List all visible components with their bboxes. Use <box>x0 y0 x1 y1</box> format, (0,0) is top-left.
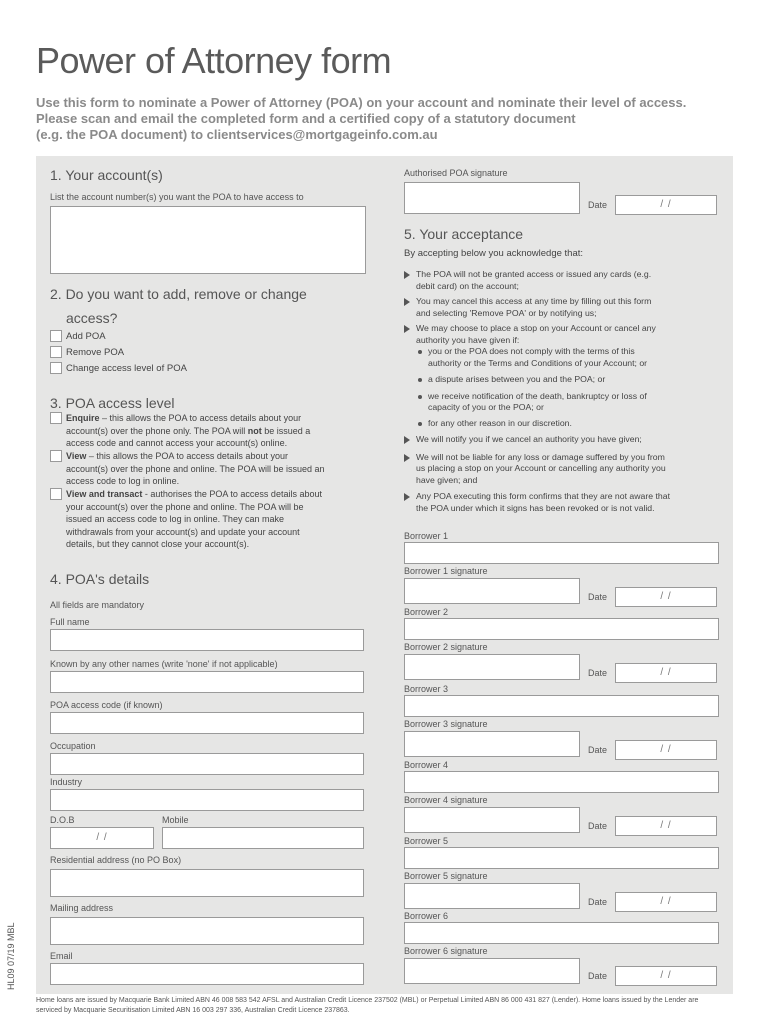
full-name-input[interactable] <box>50 629 364 651</box>
text: the POA under which it signs has been revoked or is not valid. <box>416 502 655 513</box>
text: authority you have given if: <box>416 334 520 345</box>
borrower-name-label: Borrower 4 <box>404 760 449 770</box>
residential-input[interactable] <box>50 869 364 897</box>
borrower-6-name-input[interactable] <box>404 922 719 944</box>
page-title: Power of Attorney form <box>36 40 392 81</box>
date-label: Date <box>588 821 608 831</box>
email-label: Email <box>50 951 73 961</box>
mandatory-note: All fields are mandatory <box>50 600 145 610</box>
section-3-heading: 3. POA access level <box>50 395 175 411</box>
text: have given; and <box>416 474 478 485</box>
borrower-signature-label: Borrower 5 signature <box>404 871 488 881</box>
section-4-heading: 4. POA's details <box>50 571 150 587</box>
borrower-2-date <box>588 663 717 683</box>
option-label: Add POA <box>66 330 106 342</box>
borrower-6-date <box>588 966 717 986</box>
acceptance-list <box>404 269 724 514</box>
text: withdrawals from your account(s) and update your account <box>66 526 300 537</box>
borrower-5-date <box>588 892 717 912</box>
form-code: HL09 07/19 MBL <box>6 922 16 990</box>
borrower-3-signature-box[interactable] <box>404 731 580 757</box>
acceptance-subitem <box>418 374 724 386</box>
enquire-checkbox[interactable] <box>50 412 62 424</box>
intro-line: Use this form to nominate a Power of Attorney (POA) on your account and nominate their level of access. <box>36 95 687 110</box>
view-transact-description <box>66 488 366 551</box>
text: us placing a stop on your Account or cancelling any authority you <box>416 463 666 473</box>
residential-label: Residential address (no PO Box) <box>50 855 182 865</box>
text: You may cancel this access at any time by filling out this form <box>416 296 652 306</box>
bullet-dot-icon <box>418 395 422 399</box>
borrower-5-signature-box[interactable] <box>404 883 580 909</box>
text: we receive notification of the death, bankruptcy or loss of <box>428 390 647 401</box>
text: be issued a <box>261 425 311 436</box>
occupation-input[interactable] <box>50 753 364 775</box>
option-change-access[interactable] <box>50 362 187 374</box>
text: account(s) over the phone and online. The POA will be issued an <box>66 463 325 474</box>
borrower-4-signature-box[interactable] <box>404 807 580 833</box>
option-remove-poa[interactable] <box>50 346 124 358</box>
borrower-signature-label: Borrower 1 signature <box>404 566 488 576</box>
footer-disclaimer <box>36 996 736 1016</box>
checkbox[interactable] <box>50 362 62 374</box>
bullet-arrow-icon <box>404 493 410 501</box>
borrower-3-name-input[interactable] <box>404 695 719 717</box>
text: issued an access code to log in online. They can make <box>66 514 284 524</box>
view-description <box>66 450 366 488</box>
date-input[interactable]: / / <box>615 966 717 986</box>
borrower-4-name-input[interactable] <box>404 771 719 793</box>
poa-date <box>588 195 717 215</box>
date-input[interactable]: / / <box>615 663 717 683</box>
checkbox[interactable] <box>50 346 62 358</box>
access-code-label: POA access code (if known) <box>50 700 163 710</box>
date-input[interactable]: / / <box>615 816 717 836</box>
text: – this allows the POA to access details about your <box>86 451 288 461</box>
industry-input[interactable] <box>50 789 364 811</box>
text: a dispute arises between you and the POA; or <box>428 374 606 384</box>
bullet-arrow-icon <box>404 298 410 306</box>
bullet-arrow-icon <box>404 325 410 333</box>
borrower-name-label: Borrower 2 <box>404 607 449 617</box>
date-label: Date <box>588 971 608 981</box>
view-transact-title: View and transact <box>66 489 143 499</box>
mailing-input[interactable] <box>50 917 364 945</box>
other-names-label: Known by any other names (write 'none' if not applicable) <box>50 659 278 669</box>
mobile-input[interactable] <box>162 827 364 849</box>
dob-input[interactable]: / / <box>50 827 154 849</box>
section-5-heading: 5. Your acceptance <box>404 226 524 242</box>
footer-line: serviced by Macquarie Securitisation Limited ABN 16 003 297 336, Australian Credit Licence 237863. <box>36 1007 350 1014</box>
borrower-signature-label: Borrower 4 signature <box>404 795 488 805</box>
text: - authorises the POA to access details about <box>142 489 322 499</box>
date-label: Date <box>588 200 608 210</box>
text: for any other reason in our discretion. <box>428 417 572 428</box>
text: – this allows the POA to access details about your <box>99 413 302 423</box>
text: authority or the Terms and Conditions of your Account; or <box>428 357 648 368</box>
date-label: Date <box>588 592 608 602</box>
borrower-signature-label: Borrower 6 signature <box>404 946 488 956</box>
borrower-6-signature-box[interactable] <box>404 958 580 984</box>
text: and selecting 'Remove POA' or by notifying us; <box>416 307 597 318</box>
text: you or the POA does not comply with the terms of this <box>428 346 635 356</box>
date-label: Date <box>588 897 608 907</box>
acceptance-subitem <box>418 391 724 414</box>
borrower-name-label: Borrower 3 <box>404 684 449 694</box>
borrower-3-date <box>588 740 717 760</box>
borrower-name-label: Borrower 5 <box>404 836 449 846</box>
section-2-heading-cont: access? <box>66 310 118 326</box>
full-name-label: Full name <box>50 617 90 627</box>
acceptance-item <box>404 269 724 292</box>
bullet-dot-icon <box>418 378 422 382</box>
borrower-name-label: Borrower 1 <box>404 531 449 541</box>
text: debit card) on the account; <box>416 280 519 291</box>
date-input[interactable]: / / <box>615 587 717 607</box>
date-label: Date <box>588 745 608 755</box>
bullet-dot-icon <box>418 350 422 354</box>
borrower-1-name-input[interactable] <box>404 542 719 564</box>
text: details, but they cannot close your account(s). <box>66 539 250 549</box>
other-names-input[interactable] <box>50 671 364 693</box>
acceptance-item <box>404 323 724 346</box>
acceptance-item <box>404 491 724 514</box>
text: not <box>247 425 262 436</box>
section-2-heading: 2. Do you want to add, remove or change <box>50 286 307 302</box>
mobile-label: Mobile <box>162 815 189 825</box>
date-input[interactable]: / / <box>615 892 717 912</box>
bullet-dot-icon <box>418 422 422 426</box>
date-label: Date <box>588 668 608 678</box>
enquire-description <box>66 412 366 450</box>
text: We may choose to place a stop on your Account or cancel any <box>416 323 656 333</box>
text: your account(s) over the phone and online. The POA will be <box>66 501 304 512</box>
acceptance-item <box>404 434 724 446</box>
borrower-4-date <box>588 816 717 836</box>
checkbox[interactable] <box>50 330 62 342</box>
account-numbers-input[interactable] <box>50 206 366 274</box>
date-input[interactable]: / / <box>615 740 717 760</box>
borrower-signature-label: Borrower 2 signature <box>404 642 488 652</box>
section-1-heading: 1. Your account(s) <box>50 167 163 183</box>
poa-signature-box[interactable] <box>404 182 580 214</box>
intro-text <box>36 95 746 143</box>
date-input[interactable]: / / <box>615 195 717 215</box>
occupation-label: Occupation <box>50 741 96 751</box>
option-label: Change access level of POA <box>66 362 187 374</box>
borrower-2-signature-box[interactable] <box>404 654 580 680</box>
access-code-input[interactable] <box>50 712 364 734</box>
intro-line: (e.g. the POA document) to clientservices@mortgageinfo.com.au <box>36 127 438 142</box>
text: We will not be liable for any loss or damage suffered by you from <box>416 451 665 462</box>
text: We will notify you if we cancel an authority you have given; <box>416 434 642 444</box>
acceptance-item <box>404 296 724 319</box>
borrower-name-label: Borrower 6 <box>404 911 449 921</box>
borrower-1-signature-box[interactable] <box>404 578 580 604</box>
text: access code and cannot access your account(s) online. <box>66 438 288 448</box>
intro-line: Please scan and email the completed form and a certified copy of a statutory document <box>36 111 576 126</box>
borrower-signature-label: Borrower 3 signature <box>404 719 488 729</box>
acceptance-subitem <box>418 418 724 430</box>
view-transact-checkbox[interactable] <box>50 488 62 500</box>
acceptance-intro: By accepting below you acknowledge that: <box>404 248 584 259</box>
enquire-title: Enquire <box>66 413 100 423</box>
mailing-label: Mailing address <box>50 903 114 913</box>
poa-signature-label: Authorised POA signature <box>404 168 508 178</box>
acceptance-subitem <box>418 346 724 369</box>
footer-line: Home loans are issued by Macquarie Bank Limited ABN 46 008 583 542 AFSL and Australian Credit Licence 237502 (MBL) or Perpetual Limited ABN 86 000 431 827 (Lender). Home loans issued by the Lender are <box>36 997 699 1004</box>
bullet-arrow-icon <box>404 436 410 444</box>
view-title: View <box>66 451 87 461</box>
view-checkbox[interactable] <box>50 450 62 462</box>
option-add-poa[interactable] <box>50 330 106 342</box>
borrower-5-name-input[interactable] <box>404 847 719 869</box>
account-numbers-label: List the account number(s) you want the POA to have access to <box>50 192 304 202</box>
borrower-2-name-input[interactable] <box>404 618 719 640</box>
borrower-1-date <box>588 587 717 607</box>
text: The POA will not be granted access or issued any cards (e.g. <box>416 269 652 279</box>
dob-label: D.O.B <box>50 815 75 825</box>
text: account(s) over the phone only. The POA will <box>66 425 248 436</box>
acceptance-item <box>404 452 724 487</box>
text: Any POA executing this form confirms that they are not aware that <box>416 491 670 501</box>
text: access code to log in online. <box>66 476 180 486</box>
option-label: Remove POA <box>66 346 125 358</box>
bullet-arrow-icon <box>404 271 410 279</box>
email-input[interactable] <box>50 963 364 985</box>
bullet-arrow-icon <box>404 454 410 462</box>
industry-label: Industry <box>50 777 83 787</box>
text: capacity of you or the POA; or <box>428 402 544 412</box>
